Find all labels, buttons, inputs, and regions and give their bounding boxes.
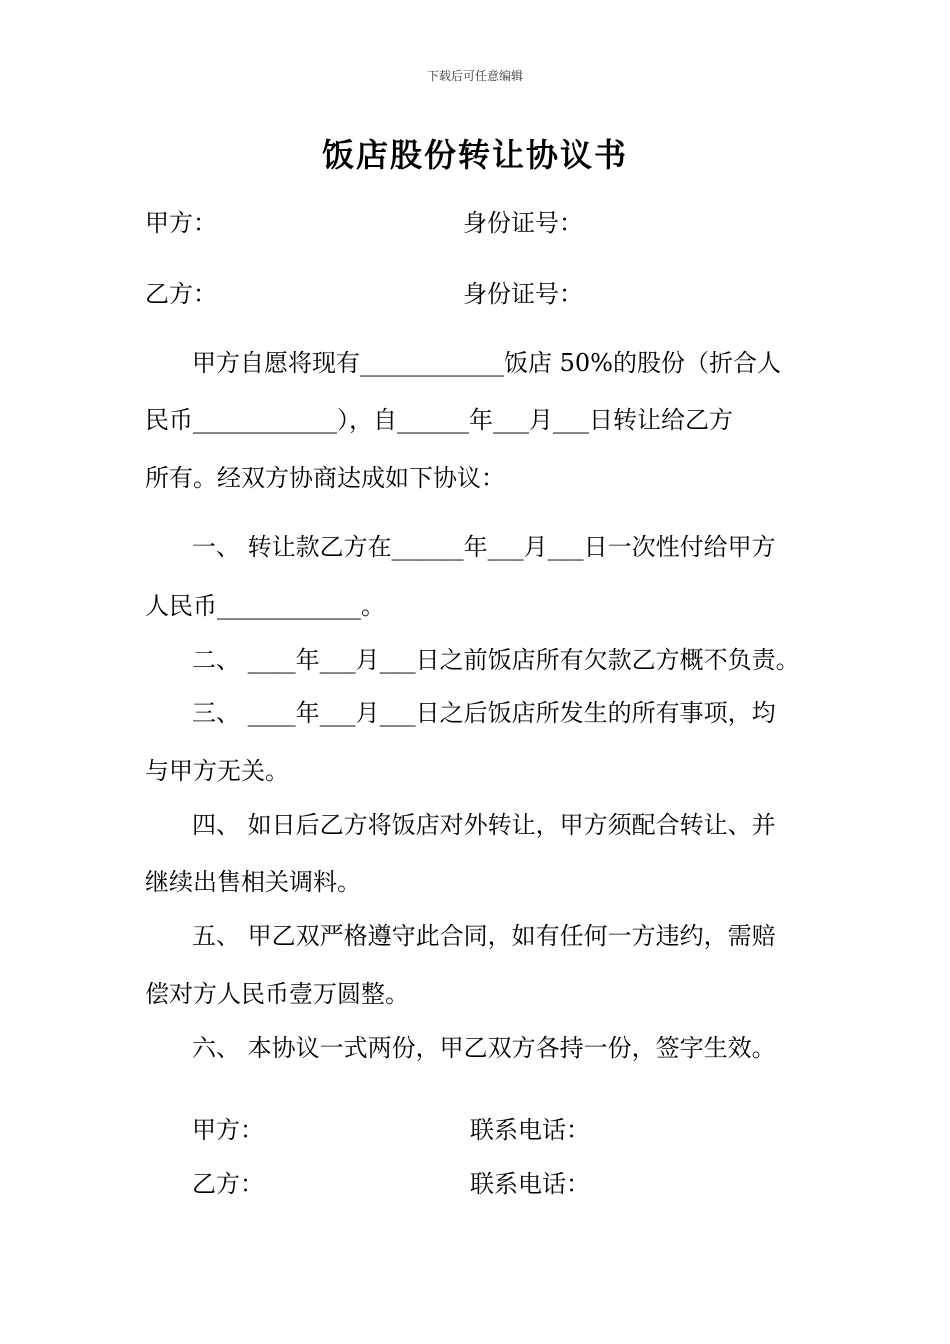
clause-3-line-1: 三、 ____年___月___日之后饭店所发生的所有事项，均 [192, 699, 776, 727]
clause-4-line-1: 四、 如日后乙方将饭店对外转让，甲方须配合转让、并 [192, 811, 776, 839]
clause-1-line-1: 一、 转让款乙方在______年___月___日一次性付给甲方 [192, 533, 776, 561]
party-a-id-label: 身份证号： [463, 209, 583, 237]
intro-line-1: 甲方自愿将现有____________饭店 50%的股份（折合人 [192, 349, 781, 377]
header-note: 下载后可任意编辑 [426, 69, 523, 83]
signature-party-a-label: 甲方： [192, 1116, 264, 1144]
signature-party-b-label: 乙方： [192, 1170, 264, 1198]
party-b-label: 乙方： [145, 280, 217, 308]
clause-4-line-2: 继续出售相关调料。 [145, 868, 361, 896]
clause-6-line-1: 六、 本协议一式两份，甲乙双方各持一份，签字生效。 [192, 1034, 776, 1062]
signature-party-a-phone-label: 联系电话： [470, 1116, 590, 1144]
intro-line-3: 所有。经双方协商达成如下协议： [145, 464, 505, 492]
party-a-label: 甲方： [145, 209, 217, 237]
party-b-id-label: 身份证号： [463, 280, 583, 308]
clause-2-line-1: 二、 ____年___月___日之前饭店所有欠款乙方概不负责。 [192, 646, 800, 674]
clause-5-line-1: 五、 甲乙双严格遵守此合同，如有任何一方违约，需赔 [192, 922, 776, 950]
intro-line-2: 民币____________），自______年___月___日转让给乙方 [145, 406, 733, 434]
clause-1-line-2: 人民币____________。 [145, 592, 385, 620]
clause-5-line-2: 偿对方人民币壹万圆整。 [145, 980, 409, 1008]
signature-party-b-phone-label: 联系电话： [470, 1170, 590, 1198]
clause-3-line-2: 与甲方无关。 [145, 757, 289, 785]
document-title: 饭店股份转让协议书 [321, 136, 628, 174]
